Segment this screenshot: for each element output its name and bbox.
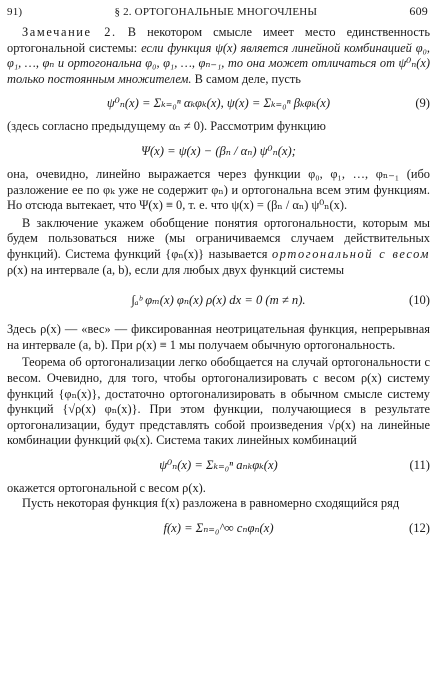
equation-10-body: ∫ₐᵇ φₘ(x) φₙ(x) ρ(x) dx = 0 (m ≠ n). [131,293,306,308]
equation-12-number: (12) [409,521,430,536]
section-title: § 2. ОРТОГОНАЛЬНЫЕ МНОГОЧЛЕНЫ [114,6,318,18]
paragraph-weight [7,216,430,278]
paragraph-theorem: Теорема об ортогонализации легко обобщается на случай ортогональности с весом. Очевидно, для того, чтобы ортогонализировать с весом ρ(x) систему функций {φₙ(x)}, достаточно ортогонализировать в обычном смысле систему функций {√ρ(x) φₙ(x)}. При этом функции, получающиеся в результате ортогонализации, будут представлять собой произведения √ρ(x) на линейные комбинации функций φₖ(x). Система таких линейных комбинаций [7,355,430,448]
remark-tail: В самом деле, пусть [191,71,301,86]
weight-text-b: ρ(x) на интервале (a, b), если для любых двух функций системы [7,262,345,277]
paragraph-after-9: (здесь согласно предыдущему αₙ ≠ 0). Рассмотрим функцию [7,119,326,134]
paragraph-rho: Здесь ρ(x) — «вес» — фиксированная неотрицательная функция, непрерывная на интервале (a, b). При ρ(x) ≡ 1 мы получаем обычную ортогональность. [7,322,430,352]
equation-9-number: (9) [415,96,430,111]
page-number: 609 [409,4,428,18]
running-header [7,4,428,19]
weight-term: ортогональной с весом [271,246,430,261]
equation-12-body: f(x) = Σₙ₌₀^∞ cₙφₙ(x) [163,521,274,536]
equation-psi [7,135,430,167]
remark-claim: если функция ψ(x) является линейной комбинацией φ₀, φ₁, …, φₙ и ортогональна φ₀, φ₁, …, φₙ₋₁, то она может отличаться от ψ⁰ₙ(x) только постоянным множителем. [7,40,430,86]
weight-text-a: В заключение укажем обобщение понятия ортогональности, которым мы будем пользоваться ниже (мы ограничиваемся случаем действительных функций). Система функций {φₙ(x)} называется [7,215,430,261]
equation-11-body: ψ⁰ₙ(x) = Σₖ₌₀ⁿ aₙₖφₖ(x) [159,457,278,472]
equation-9-body: ψ⁰ₙ(x) = Σₖ₌₀ⁿ αₖφₖ(x), ψ(x) = Σₖ₌₀ⁿ βₖφₖ(x) [106,96,331,111]
paragraph-series: Пусть некоторая функция f(x) разложена в равномерно сходящийся ряд [22,496,400,511]
equation-12 [7,512,430,544]
equation-psi-body: Ψ(x) = ψ(x) − (βₙ / αₙ) ψ⁰ₙ(x); [141,143,296,158]
chapter-number: 91) [7,6,23,18]
equation-11-number: (11) [409,457,430,472]
equation-10-number: (10) [409,293,430,308]
equation-11 [7,449,430,481]
remark-paragraph [7,25,430,87]
equation-9 [7,87,430,119]
paragraph-after-11: окажется ортогональной с весом ρ(x). [7,480,206,495]
equation-10 [7,278,430,322]
remark-label: Замечание 2. [22,25,117,39]
remark-intro: В некотором смысле имеет место единственность ортогональной системы: [7,25,430,55]
paragraph-linear: она, очевидно, линейно выражается через функции φ₀, φ₁, …, φₙ₋₁ (ибо разложение ее по φₖ уже не содержит φₙ) и ортогональна всем этим функциям. Но отсюда вытекает, что Ψ(x) ≡ 0, т. е. что ψ(x) = (βₙ / αₙ) ψ⁰ₙ(x). [7,166,430,213]
page-body [7,25,430,544]
